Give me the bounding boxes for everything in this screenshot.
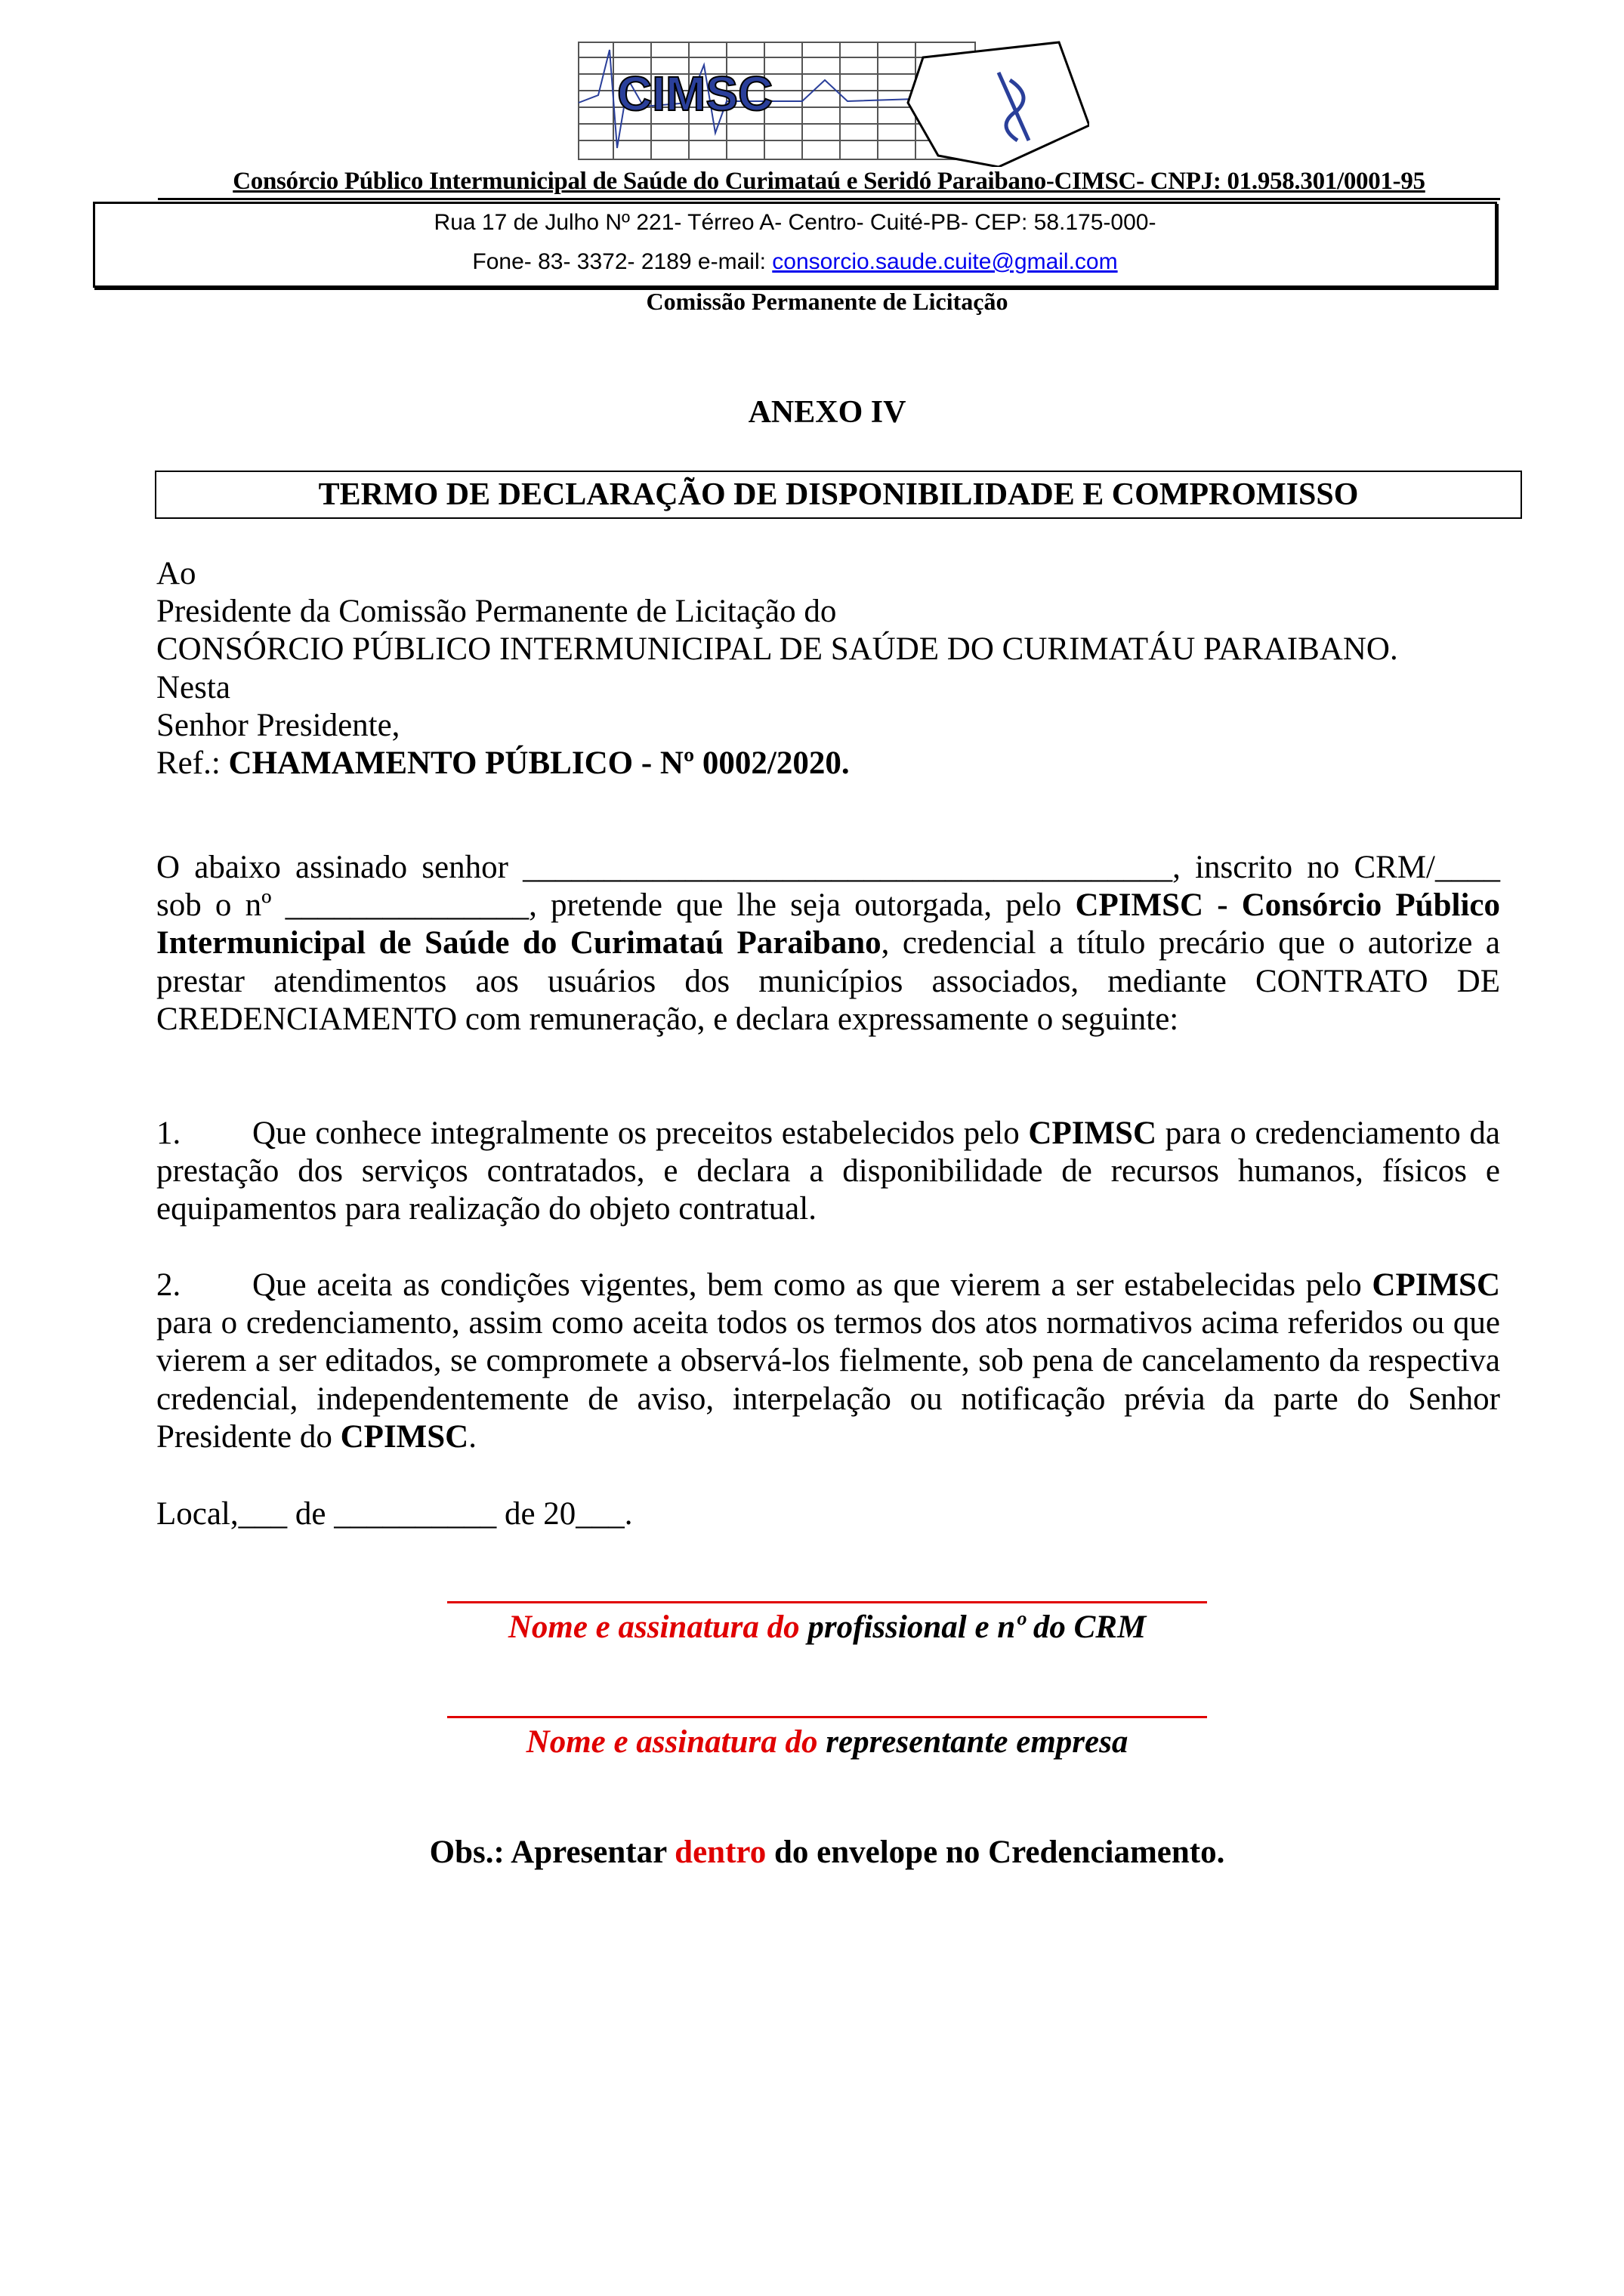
addressee-block [156,555,1500,782]
address-box [93,202,1497,288]
addressee-line: Presidente da Comissão Permanente de Licitação do [156,594,837,630]
intro-text: , credencial a título precário que o autorize a prestar atendimentos aos usuários dos municípios associados, mediante CONTRATO DE CREDENCIAMENTO com remuneração, e declara expressamente o seguinte: [156,925,1500,1037]
addressee-line: Senhor Presidente, [156,707,400,743]
signature-line [447,1716,1207,1718]
signature-caption-professional [446,1609,1209,1646]
addressee-line: Nesta [156,669,230,705]
caption-black: representante empresa [826,1724,1128,1760]
address-line: Rua 17 de Julho Nº 221- Térreo A- Centro- Cuité-PB- CEP: 58.175-000- [434,210,1156,235]
addressee-line: Ao [156,556,196,591]
item-number: 2. [156,1267,181,1303]
signature-line [447,1601,1207,1603]
header-divider [158,198,1500,200]
cimsc-logo [576,35,1089,167]
document-title: TERMO DE DECLARAÇÃO DE DISPONIBILIDADE E COMPROMISSO [155,471,1522,519]
reference-line [156,745,1500,782]
addressee-line: CONSÓRCIO PÚBLICO INTERMUNICIPAL DE SAÚDE DO CURIMATÁU PARAIBANO. [156,631,1398,668]
annex-heading: ANEXO IV [748,395,906,430]
caption-black: profissional e nº do CRM [807,1609,1147,1645]
obs-highlight: dentro [675,1835,767,1870]
obs-text: Obs.: Apresentar [429,1835,675,1870]
reference-value: CHAMAMENTO PÚBLICO - Nº 0002/2020. [228,745,850,782]
item-2 [156,1267,1500,1456]
caption-red: Nome e assinatura do [526,1724,826,1760]
item-text: . [468,1418,477,1455]
email-link[interactable]: consorcio.saude.cuite@gmail.com [772,249,1118,274]
item-1 [156,1115,1500,1229]
intro-bold: CPIMSC - Consórcio Público Intermunicipal de Saúde do Curimataú Paraibano [156,887,1500,961]
item-bold: CPIMSC [340,1418,469,1455]
intro-text: O abaixo assinado senhor ________________________________________, inscrito no CRM/____ sob o nº _______________, pretende que lhe seja outorgada, pelo [156,850,1500,924]
item-text: para o credenciamento, assim como aceita todos os termos dos atos normativos acima referidos ou que vierem a ser editados, se compromete a observá-los fielmente, sob pena de cancelamento da respectiva credencial, independentemente de aviso, interpelação ou notificação prévia da parte do Senhor Presidente do [156,1305,1500,1455]
obs-text: do envelope no Credenciamento. [766,1835,1225,1870]
item-bold: CPIMSC [1028,1116,1156,1151]
item-number: 1. [156,1116,181,1151]
reference-label: Ref.: [156,745,229,782]
signature-caption-company [446,1724,1209,1761]
contact-line [95,249,1495,275]
item-bold: CPIMSC [1372,1267,1500,1303]
logo-text: CIMSC [617,66,773,121]
local-date-line: Local,___ de __________ de 20___. [156,1496,633,1532]
intro-paragraph [156,849,1500,1038]
committee-name: Comissão Permanente de Licitação [646,288,1008,315]
item-text: Que conhece integralmente os preceitos estabelecidos pelo [252,1116,1029,1151]
observation-note [0,1834,1624,1871]
organization-line: Consórcio Público Intermunicipal de Saúde do Curimataú e Seridó Paraibano-CIMSC- CNPJ: 01.958.301/0001-95 [233,168,1425,195]
item-text: Que aceita as condições vigentes, bem como as que vierem a ser estabelecidas pelo [252,1267,1372,1303]
caption-red: Nome e assinatura do [508,1609,808,1645]
phone-text: Fone- 83- 3372- 2189 e-mail: [472,249,773,274]
item-text: para o credenciamento da prestação dos serviços contratados, e declara a disponibilidade de recursos humanos, físicos e equipamentos para realização do objeto contratual. [156,1116,1500,1227]
